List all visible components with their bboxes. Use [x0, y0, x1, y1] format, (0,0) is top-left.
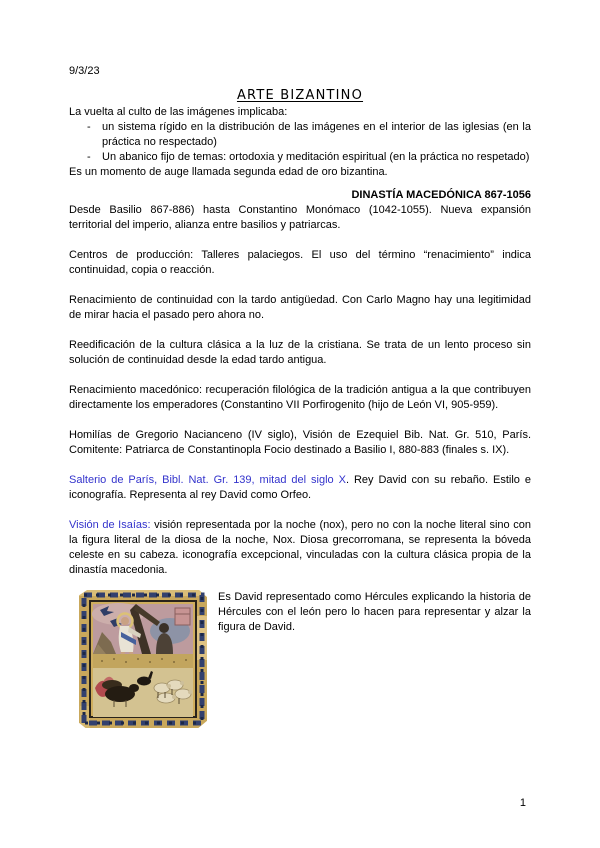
list-item: [69, 120, 531, 150]
list-item-text: Un abanico fijo de temas: ortodoxia y meditación espiritual (en la práctica no respetado): [102, 151, 530, 163]
figure-image: [78, 588, 208, 735]
paragraph-salterio: [69, 473, 531, 503]
paragraph: Renacimiento macedónico: recuperación filológica de la tradición antigua a la que contribuyen directamente los emperadores (Constantino VII Porfirogenito (hijo de León VI, 905-959).: [69, 384, 531, 411]
building: [175, 608, 190, 625]
date: 9/3/23: [69, 65, 100, 77]
paragraph: Renacimiento de continuidad con la tardo antigüedad. Con Carlo Magno hay una legitimidad de mirar hacia el pasado pero ahora no.: [69, 294, 531, 321]
section-heading: DINASTÍA MACEDÓNICA 867-1056: [351, 189, 531, 201]
bullet-marker: -: [87, 151, 91, 163]
paragraph-text: visión representada por la noche (nox), pero no con la noche literal sino con la figura literal de la diosa de la noche, Nox. Diosa grecorromana, se representa la bóveda celeste en su cabeza. iconografía excepcional, vinculadas con la cultura clásica propia de la dinastía macedonia.: [69, 519, 531, 576]
ground: [93, 654, 193, 668]
document-content: [69, 64, 531, 735]
highlight-lead: Salterio de París, Bibl. Nat. Gr. 139, mitad del siglo X: [69, 474, 346, 486]
paragraph: Homilías de Gregorio Nacianceno (IV siglo), Visión de Ezequiel Bib. Nat. Gr. 510, París. Comitente: Patriarca de Constantinopla Focio destinado a Basilio I, 880-883 (finales s. IX).: [69, 429, 531, 456]
figure: [78, 588, 531, 735]
paragraph-vision: [69, 518, 531, 578]
list-item: [69, 150, 531, 165]
page-title: ARTE BIZANTINO: [236, 88, 364, 103]
bullet-marker: -: [87, 121, 91, 133]
page-number: 1: [519, 797, 526, 809]
intro-lead: La vuelta al culto de las imágenes implicaba:: [69, 106, 288, 118]
paragraph: Centros de producción: Talleres palaciegos. El uso del término “renacimiento” indica continuidad, copia o reacción.: [69, 249, 531, 276]
list-item-text: un sistema rígido en la distribución de las imágenes en el interior de las iglesias (en la práctica no respectado): [102, 121, 531, 148]
highlight-lead: Visión de Isaías:: [69, 519, 151, 531]
paragraph: Reedificación de la cultura clásica a la luz de la cristiana. Se trata de un lento proceso sin solución de continuidad desde la edad tardo antigua.: [69, 339, 531, 366]
intro-closing: Es un momento de auge llamada segunda edad de oro bizantina.: [69, 166, 388, 178]
paragraph-text: . Rey David con su rebaño. Estilo e iconografía. Representa al rey David como Orfeo.: [69, 474, 531, 501]
paragraph: Desde Basilio 867-886) hasta Constantino Monómaco (1042-1055). Nueva expansión territorial del imperio, alianza entre basilios y patriarcas.: [69, 204, 531, 231]
illuminated-manuscript-image: [78, 588, 208, 730]
figure-caption: Es David representado como Hércules explicando la historia de Hércules con el león pero lo hacen para representar y alzar la figura de David.: [218, 591, 531, 633]
intro-bullet-list: [69, 120, 531, 165]
